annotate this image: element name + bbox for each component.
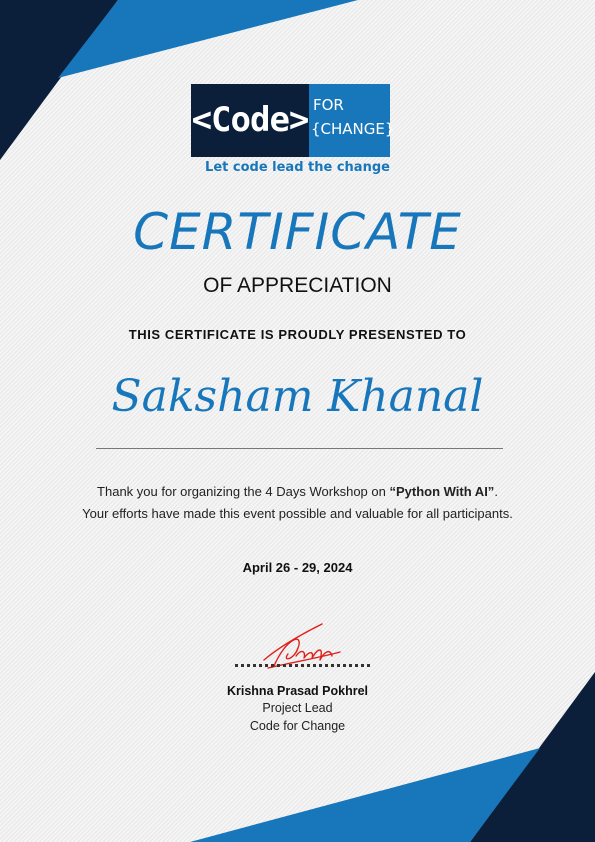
logo-tagline: Let code lead the change [205, 160, 390, 175]
body-line1-suffix: . [494, 484, 498, 499]
logo-code-text: <Code> [191, 84, 309, 157]
body-line1-prefix: Thank you for organizing the 4 Days Workshop on [97, 484, 390, 499]
presented-to-text: THIS CERTIFICATE IS PROUDLY PRESENSTED TO [128, 327, 467, 342]
body-text-line-1 [0, 484, 595, 499]
event-date: April 26 - 29, 2024 [242, 560, 353, 575]
certificate-subtitle: OF APPRECIATION [203, 274, 392, 297]
body-text-line-2: Your efforts have made this event possible and valuable for all participants. [82, 506, 513, 521]
recipient-name: Saksham Khanal [111, 371, 484, 422]
signature-dotted-line [235, 664, 370, 667]
signatory-role: Project Lead [262, 701, 333, 715]
signatory-name: Krishna Prasad Pokhrel [226, 684, 369, 698]
code-for-change-logo [191, 84, 395, 157]
logo-right-block [309, 84, 395, 157]
signatory-organization: Code for Change [249, 719, 346, 733]
logo-for-text: FOR [313, 96, 344, 114]
logo-change-text: {CHANGE} [311, 120, 395, 138]
workshop-name: “Python With AI” [389, 484, 495, 499]
name-underline [96, 448, 503, 449]
certificate-title: CERTIFICATE [133, 203, 462, 261]
